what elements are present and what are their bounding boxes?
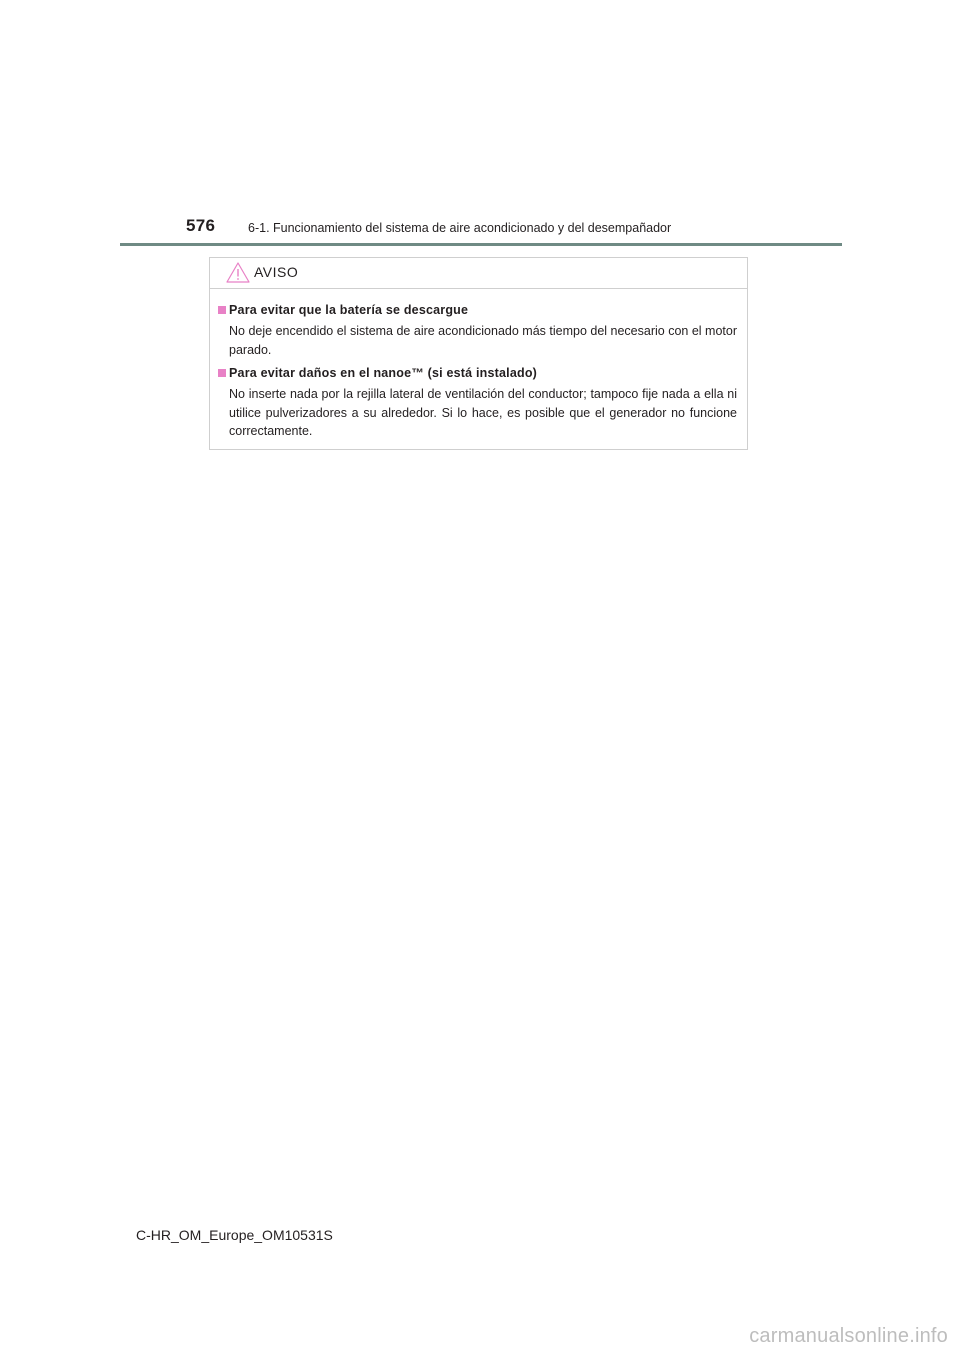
warning-item [218, 301, 737, 359]
warning-item-text: No inserte nada por la rejilla lateral de ventilación del conductor; tampoco fije nada a ella ni utilice pulverizadores a su alrededor. Si lo hace, es posible que el generador no funcione correctamente. [229, 387, 737, 438]
section-title: 6-1. Funcionamiento del sistema de aire acondicionado y del desempañador [248, 221, 672, 235]
warning-item [218, 364, 737, 441]
warning-item-heading [218, 301, 737, 319]
warning-item-heading-text: Para evitar que la batería se descargue [229, 303, 469, 317]
page-number: 576 [186, 216, 216, 235]
watermark: carmanualsonline.info [749, 1325, 948, 1347]
warning-item-heading-text: Para evitar daños en el nanoe™ (si está instalado) [229, 366, 538, 380]
header-rule [120, 243, 842, 246]
warning-body [210, 289, 747, 441]
warning-triangle-icon [225, 261, 251, 285]
warning-header [210, 258, 747, 289]
bullet-square-icon [218, 306, 226, 314]
warning-item-heading [218, 364, 737, 382]
warning-item-text: No deje encendido el sistema de aire acondicionado más tiempo del necesario con el motor parado. [229, 324, 737, 357]
warning-label: AVISO [254, 264, 299, 280]
warning-box [209, 257, 748, 450]
footer-code: C-HR_OM_Europe_OM10531S [136, 1227, 333, 1243]
bullet-square-icon [218, 369, 226, 377]
